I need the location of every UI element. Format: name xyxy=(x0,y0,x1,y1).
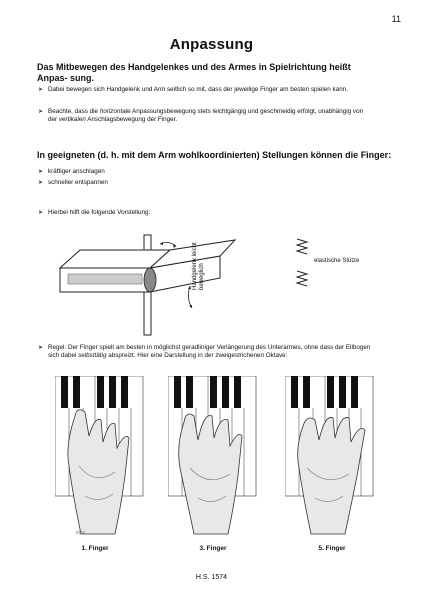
joint-label: Handgelenk leicht beweglich xyxy=(192,242,205,290)
watermark: idnv xyxy=(76,530,86,536)
rule-pre: Regel: Der Finger spielt am besten in möglichst geradliniger Verlängerung des Unterarmes, ohne dass der Ellbogen sich dabei xyxy=(48,344,371,360)
spring-icon xyxy=(295,238,309,256)
bullet-arrow-icon: ➤ xyxy=(38,87,44,93)
bullet-arrow-icon: ➤ xyxy=(38,109,44,115)
bullet-text: Dabei bewegen sich Handgelenk und Arm seitlich so mit, dass der jeweilige Finger am besten spielen kann. xyxy=(48,86,348,93)
spring-icon xyxy=(295,270,309,288)
bullet-arrow-icon: ➤ xyxy=(38,210,44,216)
bullet-arrow-icon: ➤ xyxy=(38,180,44,186)
bullet-text-post: Anschlagsbewegung der Finger. xyxy=(85,116,178,124)
support-label: elastische Stütze xyxy=(314,258,360,264)
hand-illustration-finger-3 xyxy=(168,376,258,536)
bullet-text: schneller entspannen xyxy=(48,179,108,186)
rule-post: abspreizt. Hier eine Darstellung in der zweigestrichenen Oktave: xyxy=(106,352,288,360)
section1-bullet-2 xyxy=(38,108,368,124)
rule-text xyxy=(38,344,378,360)
section2-bullet-1 xyxy=(38,168,368,176)
section2-bullet-2 xyxy=(38,179,368,187)
hinge-diagram xyxy=(50,230,250,340)
hand-illustration-finger-1 xyxy=(55,376,145,536)
rule-emphasis: selbsttätig xyxy=(78,352,107,360)
bullet-text-emphasis: vertikalen xyxy=(58,116,86,124)
hand-illustration-finger-5 xyxy=(285,376,375,536)
page-title: Anpassung xyxy=(169,36,254,53)
bullet-text-pre: Beachte, dass die xyxy=(48,108,100,115)
page-number: 11 xyxy=(391,14,401,24)
caption-finger-5: 5. Finger xyxy=(318,545,346,552)
section1-bullet-1 xyxy=(38,86,368,94)
section1-heading: Das Mitbewegen des Handgelenkes und des Armes in Spielrichtung heißt Anpas- sung. xyxy=(37,62,351,83)
bullet-text: Hierbei hilft die folgende Vorstellung: xyxy=(48,209,151,216)
bullet-arrow-icon: ➤ xyxy=(38,345,44,351)
section2-heading: In geeigneten (d. h. mit dem Arm wohlkoordinierten) Stellungen können die Finger: xyxy=(37,150,392,160)
caption-finger-1: 1. Finger xyxy=(81,545,109,552)
bullet-text-emphasis: horizontale xyxy=(99,108,131,115)
bullet-arrow-icon: ➤ xyxy=(38,169,44,175)
footer-catalog-number: H.S. 1574 xyxy=(195,574,228,581)
caption-finger-3: 3. Finger xyxy=(199,545,227,552)
bullet-text: kräftiger anschlagen xyxy=(48,168,105,175)
section2-hint xyxy=(38,209,368,217)
bullet-text-mid: Anpassungsbewegung stets leichtgängig und geschmeidig erfolgt, unabhängig von der xyxy=(48,108,364,124)
